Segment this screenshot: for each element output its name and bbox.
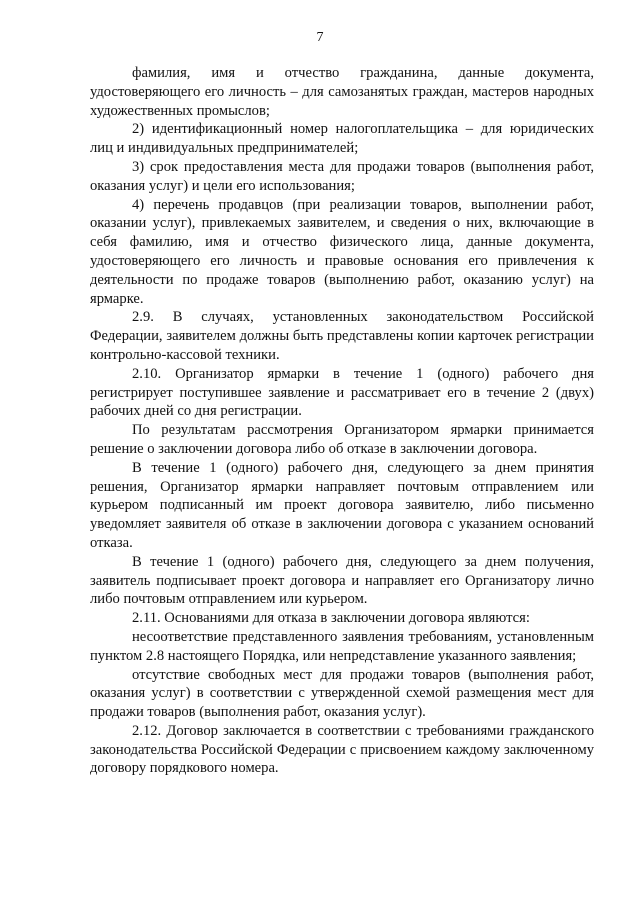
paragraph-2-11: 2.11. Основаниями для отказа в заключении договора являются: <box>132 610 530 627</box>
paragraph-2-12: 2.12. Договор заключается в соответствии с требованиями гражданского законодательства Российской Федерации с присвоением каждому заключенному договору порядкового номера. <box>90 722 594 777</box>
paragraph-2-9: 2.9. В случаях, установленных законодательством Российской Федерации, заявителем должны быть представлены копии карточек регистрации контрольно-кассовой техники. <box>90 309 594 363</box>
page-number: 7 <box>316 30 324 45</box>
paragraph-refusal-no-places: отсутствие свободных мест для продажи товаров (выполнения работ, оказания услуг) в соответствии с утвержденной схемой размещения мест для продажи товаров (выполнения работ, оказания услуг). <box>90 666 594 721</box>
paragraph-place-term: 3) срок предоставления места для продажи товаров (выполнения работ, оказания услуг) и цели его использования; <box>90 158 594 194</box>
paragraph-decision-notice: В течение 1 (одного) рабочего дня, следующего за днем принятия решения, Организатор ярмарки направляет почтовым отправлением или курьером подписанный им проект договора заявителю, либо письменно уведомляет заявителя об отказе в заключении договора с указанием оснований отказа. <box>90 459 594 551</box>
paragraph-refusal-mismatch: несоответствие представленного заявления требованиям, установленным пунктом 2.8 настоящего Порядка, или непредставление указанного заявления; <box>90 628 594 664</box>
paragraph-sellers-list: 4) перечень продавцов (при реализации товаров, выполнении работ, оказании услуг), привлекаемых заявителем, и сведения о них, включающие в себя фамилию, имя и отчество физического лица, данные документа, удостоверяющего его личность и правовые основания его привлечения к деятельности по продаже товаров (выполнению работ, оказанию услуг) на ярмарке. <box>90 196 594 307</box>
paragraph-contract-signing: В течение 1 (одного) рабочего дня, следующего за днем получения, заявитель подписывает проект договора и направляет его Организатору лично либо почтовым отправлением или курьером. <box>90 553 594 608</box>
paragraph-taxpayer-id: 2) идентификационный номер налогоплательщика – для юридических лиц и индивидуальных предпринимателей; <box>90 121 594 157</box>
paragraph-applicant-identity: фамилия, имя и отчество гражданина, данные документа, удостоверяющего его личность – для самозанятых граждан, мастеров народных художественных промыслов; <box>90 65 594 119</box>
paragraph-review-decision: По результатам рассмотрения Организатором ярмарки принимается решение о заключении договора либо об отказе в заключении договора. <box>90 422 594 457</box>
paragraph-2-10: 2.10. Организатор ярмарки в течение 1 (одного) рабочего дня регистрирует поступившее заявление и рассматривает его в течение 2 (двух) рабочих дней со дня регистрации. <box>90 365 594 420</box>
document-body <box>90 64 594 778</box>
